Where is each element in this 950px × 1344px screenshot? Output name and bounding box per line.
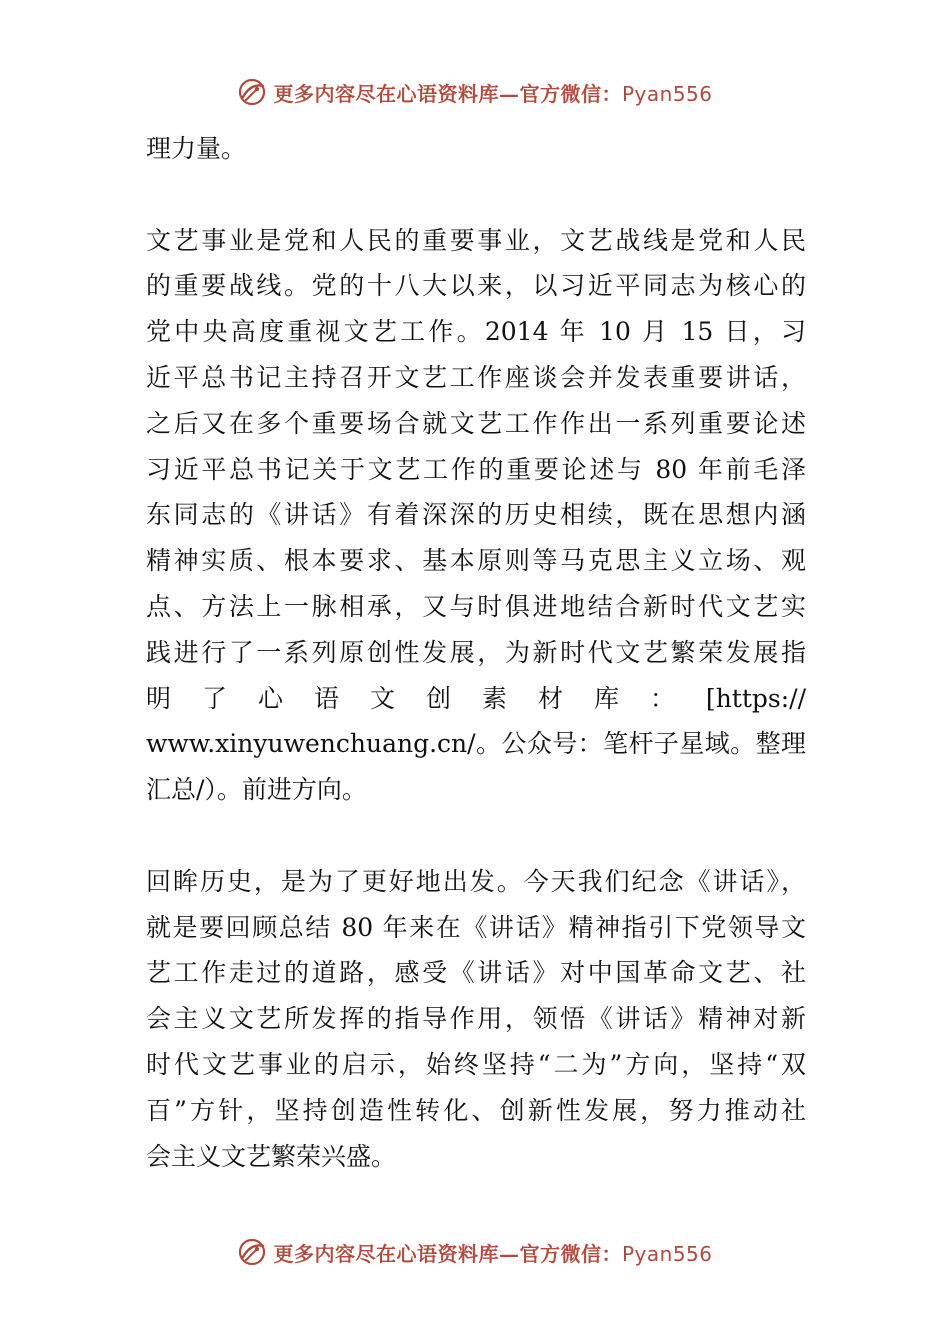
paragraph-2-line-3: 党中央高度重视文艺工作。2014 年 10 月 15 日，习 bbox=[146, 317, 806, 347]
paragraph-gap bbox=[146, 813, 806, 859]
paragraph-2-line-10: 践进行了一系列原创性发展，为新时代文艺繁荣发展指 bbox=[146, 637, 806, 667]
paragraph-2-line-12: www.xinyuwenchuang.cn/。公众号：笔杆子星域。整理 bbox=[146, 729, 806, 759]
paragraph-2-line-13: 汇总/）。前进方向。 bbox=[146, 775, 367, 805]
paragraph-3-line-6: 百”方针，坚持创造性转化、创新性发展，努力推动社 bbox=[146, 1095, 806, 1125]
paragraph-1-line-1: 理力量。 bbox=[146, 134, 247, 163]
brand-logo-icon bbox=[237, 77, 267, 107]
footer-watermark-banner bbox=[0, 1232, 950, 1272]
paragraph-2-line-7: 东同志的《讲话》有着深深的历史相续，既在思想内涵 bbox=[146, 500, 806, 530]
paragraph-3-line-2: 就是要回顾总结 80 年来在《讲话》精神指引下党领导文 bbox=[146, 912, 806, 942]
header-watermark-banner bbox=[0, 72, 950, 112]
paragraph-2-line-4: 近平总书记主持召开文艺工作座谈会并发表重要讲话， bbox=[146, 362, 806, 392]
header-wechat-id: Pyan556 bbox=[621, 81, 713, 106]
brand-logo-icon bbox=[237, 1237, 267, 1267]
paragraph-2-line-6: 习近平总书记关于文艺工作的重要论述与 80 年前毛泽 bbox=[146, 454, 806, 484]
paragraph-2-line-8: 精神实质、根本要求、基本原则等马克思主义立场、观 bbox=[146, 546, 806, 576]
footer-wechat-id: Pyan556 bbox=[621, 1241, 713, 1266]
paragraph-3-line-3: 艺工作走过的道路，感受《讲话》对中国革命文艺、社 bbox=[146, 958, 806, 988]
paragraph-3-line-7: 会主义文艺繁荣兴盛。 bbox=[146, 1141, 397, 1171]
paragraph-2-line-11: 明 了 心 语 文 创 素 材 库 ： [https:// bbox=[146, 683, 806, 713]
header-watermark-text bbox=[273, 78, 712, 107]
paragraph-2-line-1: 文艺事业是党和人民的重要事业，文艺战线是党和人民 bbox=[146, 225, 806, 255]
paragraph-3-line-1: 回眸历史，是为了更好地出发。今天我们纪念《讲话》， bbox=[146, 866, 806, 896]
footer-watermark-text bbox=[273, 1238, 712, 1267]
paragraph-2-line-2: 的重要战线。党的十八大以来，以习近平同志为核心的 bbox=[146, 271, 806, 301]
paragraph-2-line-9: 点、方法上一脉相承，又与时俱进地结合新时代文艺实 bbox=[146, 591, 806, 621]
paragraph-3-line-5: 时代文艺事业的启示，始终坚持“二为”方向，坚持“双 bbox=[146, 1049, 806, 1079]
paragraph-2-line-5: 之后又在多个重要场合就文艺工作作出一系列重要论述 bbox=[146, 408, 806, 438]
header-watermark-label: 更多内容尽在心语资料库—官方微信： bbox=[273, 81, 622, 106]
paragraph-gap bbox=[146, 172, 806, 218]
paragraph-3-line-4: 会主义文艺所发挥的指导作用，领悟《讲话》精神对新 bbox=[146, 1004, 806, 1034]
footer-watermark-label: 更多内容尽在心语资料库—官方微信： bbox=[273, 1241, 622, 1266]
document-body bbox=[146, 126, 806, 1179]
